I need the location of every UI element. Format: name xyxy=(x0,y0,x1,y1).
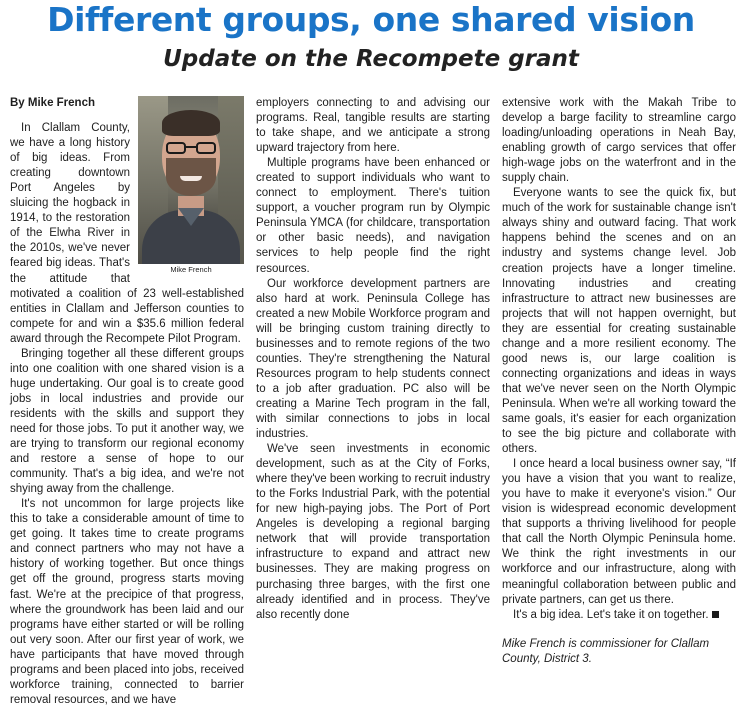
paragraph: employers connecting to and advising our programs. Real, tangible results are starting to take shape, and we anticipate a strong upward trajectory from here. xyxy=(256,97,490,155)
paragraph: We've seen investments in economic development, such as at the City of Forks, where they've been working to recruit industry to the Forks Industrial Park, with the potential for new high-paying jobs. The Port of Port Angeles is developing a regional barging network that will provide transportation infrastructure to expand and attract new businesses. They are making progress on purchasing three barges, with the first one already identified and in process. They've also recently done xyxy=(256,443,490,621)
closing-paragraph xyxy=(502,608,736,623)
author-photo-block xyxy=(138,96,244,275)
subheadline: Update on the Recompete grant xyxy=(163,46,579,72)
paragraph: Bringing together all these different groups into one coalition with one shared vision is a huge undertaking. Our goal is to create good jobs in local industries and provide our residents with the skills and support they need for those jobs. To put it another way, we are trying to transform our regional economy and restore a sense of hope to our community. That's a big idea, and we're not shying away from the challenge. xyxy=(10,347,244,496)
column-2 xyxy=(256,96,490,623)
paragraph: extensive work with the Makah Tribe to develop a barge facility to streamline cargo loading/unloading operations in Neah Bay, enabling growth of cargo services that offer high-wage jobs on the waterfront and in the supply chain. xyxy=(502,97,736,185)
column-3 xyxy=(502,96,736,667)
closing-text: It's a big idea. Let's take it on together. xyxy=(513,608,709,621)
author-photo xyxy=(138,96,244,264)
paragraph: Everyone wants to see the quick fix, but much of the work for sustainable change isn't always shiny and outward facing. That work happens behind the scenes and on an industry and systems change level. Job creation projects have a longer timeline. Innovating industries and creating infrastructure to attract new businesses are projects that will not happen overnight, but they are essential for creating sustainable change and a more resilient economy. The good news is, our large coalition is connecting organizations and ideas in ways that we've never seen on the North Olympic Peninsula. When we're all working toward the same goals, it's easier for each organization to see the big picture and collaborate with others. xyxy=(502,187,736,456)
paragraph: It's not uncommon for large projects like this to take a considerable amount of time to get going. It takes time to create programs and connect partners who may not have a history of working together. But once things get off the ground, progress starts moving fast. We're at the precipice of that progress, where the groundwork has been laid and our programs have either started or will be rolling out very soon. After our first year of work, we have participants that have moved through programs and been placed into jobs, received workforce training, connected to barrier removal resources, and we have xyxy=(10,498,244,706)
article-body xyxy=(10,96,736,706)
column-1 xyxy=(10,96,244,708)
paragraph: Multiple programs have been enhanced or created to support individuals who want to connect to employment. There's tuition support, a voucher program run by Olympic Peninsula YMCA (for childcare, transportation or other basic needs), and navigation services to help people find the right resources. xyxy=(256,157,490,275)
author-note: Mike French is commissioner for Clallam County, District 3. xyxy=(502,637,710,665)
paragraph: Our workforce development partners are also hard at work. Peninsula College has created a new Mobile Workforce program and will be bringing custom training directly to businesses and to remote regions of the two counties. They're strengthening the Natural Resources program to help students connect to a job after graduation. PC also will be creating a Marine Tech program in the fall, with similar connections to jobs in local industries. xyxy=(256,277,490,441)
headline: Different groups, one shared vision xyxy=(47,0,695,39)
paragraph: In Clallam County, we have a long history of big ideas. From creating downtown Port Angeles by sluicing the hogback in 1914, to the restoration of the Elwha River in the 2010s, we've never feared big ideas. That's the attitude that motivated a coalition of 23 well-established entities in Clallam and Jefferson counties to compete for and win a $35.6 million federal award through the Recompete Pilot Program. xyxy=(10,122,244,345)
glasses-icon xyxy=(166,142,216,154)
end-of-article-square-icon xyxy=(712,611,719,618)
photo-caption: Mike French xyxy=(170,265,212,274)
paragraph: I once heard a local business owner say, “If you have a vision that you want to realize, you have to make it everyone's vision.” Our vision is widespread economic development that supports a thriving livelihood for people that call the North Olympic Peninsula home. We think the right investments in our workforce and our infrastructure, along with meaningful collaboration between public and private partners, can get us there. xyxy=(502,458,736,606)
byline: By Mike French xyxy=(10,97,95,109)
